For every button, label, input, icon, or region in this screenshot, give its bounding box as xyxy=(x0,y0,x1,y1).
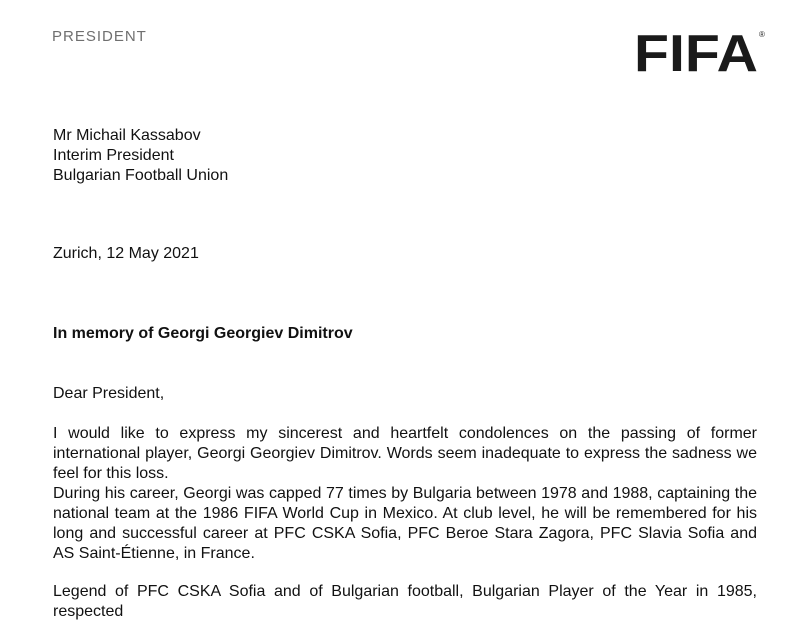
recipient-name: Mr Michail Kassabov xyxy=(53,127,201,144)
paragraph: I would like to express my sincerest and heartfelt condolences on the passing of former international player, Georgi Georgiev Dimitrov. Words seem inadequate to express the sadness we feel for this loss. xyxy=(53,425,757,482)
paragraph: Legend of PFC CSKA Sofia and of Bulgarian football, Bulgarian Player of the Year in 1985, respected xyxy=(53,583,757,620)
date-line: Zurich, 12 May 2021 xyxy=(53,245,199,262)
recipient-address xyxy=(53,126,228,186)
header-label: PRESIDENT xyxy=(52,28,147,45)
logo-text: FIFA xyxy=(634,26,758,78)
recipient-organization: Bulgarian Football Union xyxy=(53,167,229,184)
subject-line: In memory of Georgi Georgiev Dimitrov xyxy=(53,325,353,342)
registered-mark-icon: ® xyxy=(759,30,765,39)
recipient-title: Interim President xyxy=(53,147,174,164)
paragraph: During his career, Georgi was capped 77 times by Bulgaria between 1978 and 1988, captaining the national team at the 1986 FIFA World Cup in Mexico. At club level, he will be remembered for his long and successful career at PFC CSKA Sofia, PFC Beroe Stara Zagora, PFC Slavia Sofia and AS Saint-Étienne, in France. xyxy=(53,485,757,562)
fifa-logo xyxy=(634,26,766,78)
salutation: Dear President, xyxy=(53,385,165,402)
